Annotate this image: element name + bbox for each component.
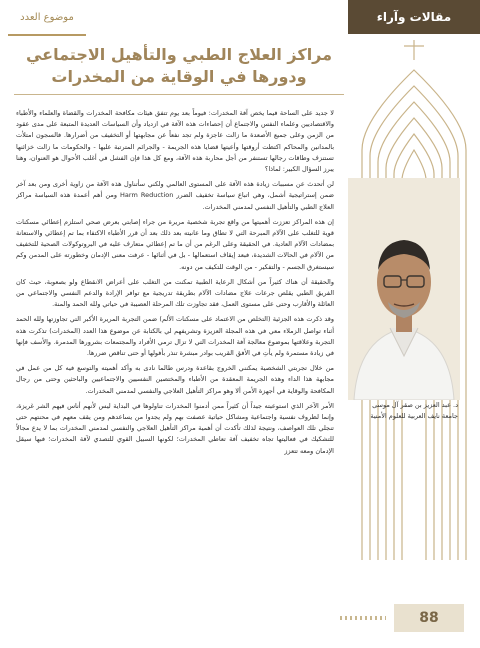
title-line-1: مراكز العلاج الطبي والتأهيل الاجتماعي: [25, 45, 333, 64]
paragraph: وقد ذكرت هذه الجزئية (التخلص من الاعتماد على مسكنات الألم) ضمن التجربة المريرة الأكبر التي تجاوزتها ولله الحمد أثناء تواصل الزملاء معي في هذه المجلة العزيزة وتشريفهم لي بالكتابة عن موضوع هذا العدد (المخدرات) تذكرت هذه التجربة وعلاقتها بموضوع معالجة آفة المخدرات التي لا تزال ترمي الأفراد والمجتمعات بشرورها المدمرة. والأسف فإنها في زيادة مستمرة ولم يأتِ في الأفق القريب بوادر مبشرة تنذر بأفولها أو حتى تناقص ضررها.: [16, 315, 334, 358]
paragraph: لا جديد على الساحة فيما يخص آفة المخدرات: فيوماً بعد يوم تتفق هيئات مكافحة المخدرات والقضاة والعلماء والأطباء والاقتصاديين وعلماء النفس والاجتماع أن إحصاءات هذه الآفة في ازدياد وأن السياسات العديدة المتبعة على مدى عقود من الزمن وعلى جميع الأصعدة ما زالت عاجزة ولم تجد نفعاً عن مجابهتها أو التخفيف من أضرارها. فالسجون امتلأت بالمدانين والمحاكم اكتظت أروقتها وأعيتها قضايا هذه الجريمة - والجرائم المترتبة عليها - والحكومات ما زالت خزائنها تستنزف وطاقات رجالها تستنفر من أجل محاربة هذه الآفة، ومع كل هذا فإن الفشل في أغلب الأحوال هو العنوان، وهنا يبرز السؤال الكبير: لماذا؟: [16, 109, 334, 174]
page-number: 88: [419, 610, 439, 626]
title-line-2: ودورها في الوقاية من المخدرات: [51, 67, 307, 86]
issue-topic-label: [8, 0, 86, 36]
paragraph: والحقيقة أن هناك كثيراً من أشكال الرعاية الطبية تمكنت من التغلب على أعراض الانقطاع ولو بصعوبة، حيث كان الفريق الطبي يقلص جرعات علاج مضادات الآلام بطريقة تدريجية مع توافر الإرادة والدعم النفسي والاجتماعي من العائلة والأقارب وحتى على مستوى العمل، فقد تجاوزت تلك المرحلة العصيبة في حياتي ولله الحمد والمنة.: [16, 277, 334, 309]
paragraph: من خلال تجربتي الشخصية يمكنني الخروج بقاعدة ودرس طالما نادى به وأكد أهميته والتوسع فيه كل من عمل في مجابهة هذا الداء وهذه الجريمة المعقدة من الأطباء والمختصين النفسيين والاجتماعيين والباحثين وحتى من رجال المكافحة والوقاية في أجهزة الأمن ألا وهو مراكز التأهيل العلاجي والنفسي لمدمني المخدرات.: [16, 364, 334, 395]
paragraph: الأمر الآخر الذي استوعبته جيداً أن كثيراً ممن أدمنوا المخدرات تناولوها في البداية ليس لأنهم أناس فيهم الشر غريزة، وإنما لظروف نفسية واجتماعية ومشاكل حياتية عصفت بهم ولم يجدوا من يساعدهم ومن يقف معهم في محنتهم حتى تنجلي تلك العواصف، ونتيجة لذلك تأكدت أن أهمية مراكز التأهيل العلاجي والنفسي لمدمني المخدرات بما لا يدع مجالاً للتشكيك في فعاليتها تجاه تخفيف آفة تعاطي المخدرات؛ لكونها السبيل القوي للتصدي لآفة المخدرات؛ فبها سيقل الإدمان ومعه تتعزز: [16, 401, 334, 455]
page-number-badge: [394, 604, 464, 632]
paragraph: لن أتحدث عن مسببات زيادة هذه الآفة على المستوى العالمي ولكني سأتناول هذه الآفة من زاوية أخرى ومن بعد آخر ضمن إستراتيجية أشمل، وهي اتباع سياسة تخفيف الضرر Harm Reduction ومن أهم أعمدة هذه السياسة مراكز العلاج الطبي والتأهيل النفسي لمدمني المخدرات.: [16, 180, 334, 211]
article-body: [16, 108, 334, 620]
author-photo: [348, 178, 460, 400]
title-divider: [14, 94, 344, 95]
author-name: د. عبد العزيز بن صقر آل موسى: [372, 401, 458, 409]
author-affiliation: جامعة نايف العربية للعلوم الأمنية: [370, 412, 458, 420]
paragraph: إن هذه المراكز تعززت أهميتها من واقع تجربة شخصية مريرة من جراء إصابتي بعرض صحي استلزم إعطائي مسكنات قوية للتغلب على الآلام المبرحة التي لا تطاق وما عانيته بعد ذلك بعد أن قرر الأطباء الاكتفاء بما تم إعطائي والاستعانة بمضادات الآلام العادية. في الحقيقة وعلى الرغم من أن ما تم إعطائي متعارف عليه في البروتوكولات الصحية للتخفيف من الآلام في الحالات الشديدة، فبعد إيقاف استعمالها - بل في أثنائها - عرفت معنى الإدمان وخطورته على المدمن وكم سيستغرق الجسم - والتفكير - من الوقت للتكيف من دونه.: [16, 217, 334, 271]
author-caption: [348, 400, 458, 422]
section-label: مقالات وآراء: [376, 10, 452, 24]
issue-topic-text: موضوع العدد: [20, 11, 74, 23]
section-tab: [348, 0, 480, 34]
footer-dots: [340, 616, 386, 620]
article-title: [14, 44, 344, 95]
